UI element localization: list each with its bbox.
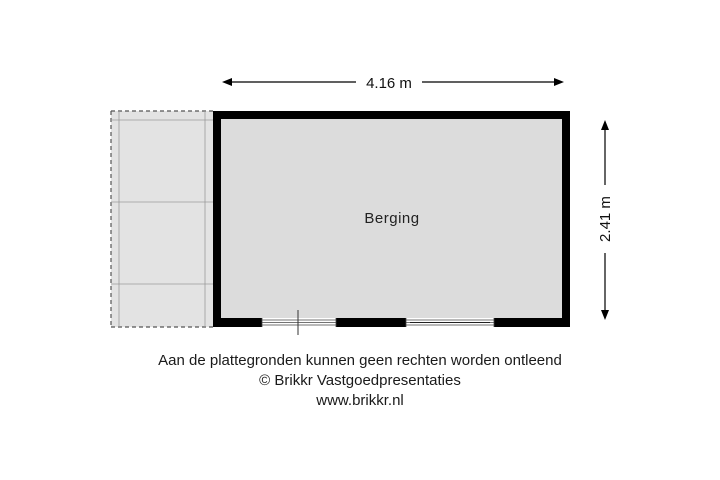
copyright-text: © Brikkr Vastgoedpresentaties — [259, 372, 461, 389]
room-label: Berging — [364, 210, 420, 227]
depth-dimension — [595, 120, 615, 320]
website-link[interactable]: www.brikkr.nl — [316, 392, 404, 409]
width-dimension — [222, 72, 564, 92]
width-dimension-label: 4.16 m — [366, 75, 412, 92]
terrace-area — [111, 111, 213, 327]
depth-dimension-label: 2.41 m — [597, 196, 614, 242]
disclaimer-text: Aan de plattegronden kunnen geen rechten worden ontleend — [158, 352, 562, 369]
door-opening-right — [406, 318, 494, 327]
